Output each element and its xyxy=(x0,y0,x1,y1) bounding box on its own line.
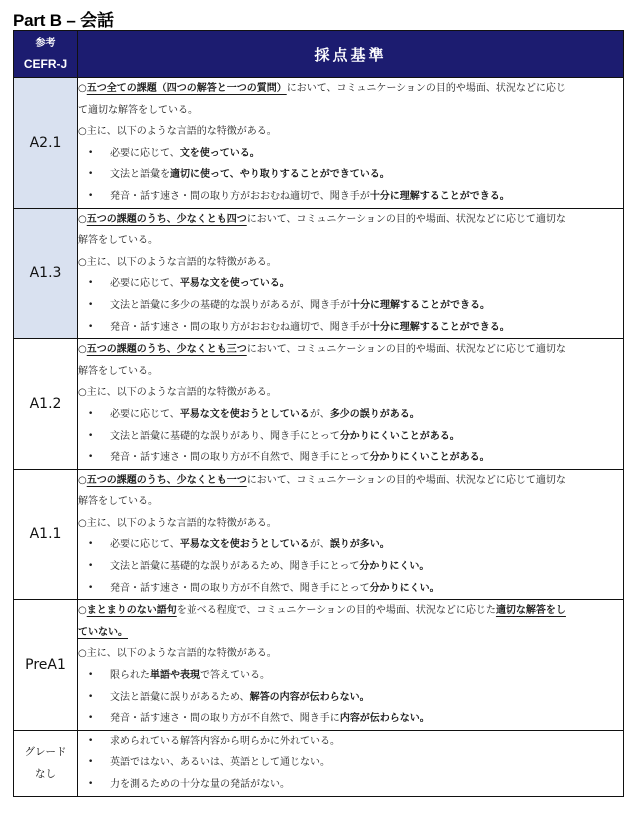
level-cell: A1.3 xyxy=(14,208,78,339)
bullet-dot-icon: • xyxy=(88,561,94,572)
bullet-dot-icon: • xyxy=(88,779,94,789)
bullet-dot-icon: • xyxy=(88,147,94,158)
bullet-emphasis: 単語や表現 xyxy=(150,670,200,682)
lead-line-cont: 解答をしている。 xyxy=(78,496,158,508)
bullet-item xyxy=(78,774,623,796)
bullet-text: が、 xyxy=(309,539,330,551)
header-cefr-j-label: CEFR-J xyxy=(23,57,68,71)
bullet-emphasis: 適切に使って、やり取りすることができている。 xyxy=(170,169,390,181)
bullet-text: 発音・話す速さ・間の取り方が不自然で、聞き手にとって xyxy=(110,452,370,464)
bullet-dot-icon: • xyxy=(88,430,94,441)
bullet-item xyxy=(78,273,623,295)
lead-emphasis: 五つの課題のうち、少なくとも一つ xyxy=(86,474,247,486)
rubric-row-a2-1 xyxy=(14,78,624,209)
bullet-text: 発音・話す速さ・間の取り方が不自然で、聞き手にとって xyxy=(110,582,370,594)
bullet-item xyxy=(78,708,623,730)
lead-line-cont xyxy=(78,622,623,644)
criteria-cell xyxy=(78,600,624,731)
bullet-text: 限られた xyxy=(110,670,150,682)
bullet-emphasis: 文を使っている。 xyxy=(179,147,260,159)
header-ref-label: 参考 xyxy=(35,38,56,49)
lead-emphasis-3: ていない。 xyxy=(78,626,128,638)
bullet-text: 発音・話す速さ・間の取り方がおおむね適切で、聞き手が xyxy=(110,190,370,202)
bullet-emphasis: 誤りが多い。 xyxy=(329,539,390,551)
bullet-emphasis: 平易な文を使おうとしている xyxy=(179,539,310,551)
no-grade-label-line2: なし xyxy=(35,768,56,781)
criteria-cell xyxy=(78,78,624,209)
criteria-cell xyxy=(78,469,624,600)
bullet-dot-icon: • xyxy=(88,321,94,332)
bullet-text: 必要に応じて、 xyxy=(110,278,180,290)
bullet-dot-icon: • xyxy=(88,299,94,310)
bullet-text: 文法と語彙に基礎的な誤りがあり、聞き手にとって xyxy=(110,430,340,442)
rubric-row-a1-1 xyxy=(14,469,624,600)
lead-text: において、コミュニケーションの目的や場面、状況などに応じて適切な xyxy=(246,474,566,486)
bullet-item xyxy=(78,687,623,709)
bullet-text: 文法と語彙に多少の基礎的な誤りがあるが、聞き手が xyxy=(110,299,350,311)
circle-mark: ○ xyxy=(78,213,87,225)
bullet-text: 必要に応じて、 xyxy=(110,408,180,420)
lead-text: を並べる程度で、コミュニケーションの目的や場面、状況などに応じた xyxy=(176,605,496,617)
bullet-text: 発音・話す速さ・間の取り方が不自然で、聞き手に xyxy=(110,713,340,725)
bullet-dot-icon: • xyxy=(88,539,94,550)
bullet-item xyxy=(78,556,623,578)
bullet-item xyxy=(78,164,623,186)
rubric-row-a1-2 xyxy=(14,339,624,470)
bullet-emphasis: 解答の内容が伝わらない。 xyxy=(249,691,370,703)
level-cell: A2.1 xyxy=(14,78,78,209)
bullet-dot-icon: • xyxy=(88,757,94,768)
header-reference-cefr-j xyxy=(14,31,78,78)
bullet-text: で答えている。 xyxy=(200,670,270,682)
bullet-dot-icon: • xyxy=(88,670,94,681)
lead-line xyxy=(78,339,623,361)
circle-mark: ○ xyxy=(78,83,87,94)
bullet-text: 文法と語彙に基礎的な誤りがあるため、聞き手にとって xyxy=(110,561,360,573)
criteria-cell xyxy=(78,730,624,796)
bullet-dot-icon: • xyxy=(88,713,94,724)
lead-line xyxy=(78,600,623,622)
sub-heading: ○主に、以下のような言語的な特徴がある。 xyxy=(78,126,277,138)
bullet-emphasis: 分かりにくいことがある。 xyxy=(339,430,460,442)
bullet-emphasis: 十分に理解することができる。 xyxy=(369,321,510,333)
lead-emphasis: 五つの課題のうち、少なくとも四つ xyxy=(86,213,247,225)
page-title: Part B – 会話 xyxy=(13,11,114,30)
bullet-emphasis: 分かりにくいことがある。 xyxy=(369,452,490,464)
bullet-item xyxy=(78,752,623,774)
bullet-emphasis: 分かりにくい。 xyxy=(359,561,430,573)
sub-heading: ○主に、以下のような言語的な特徴がある。 xyxy=(78,387,277,399)
bullet-text: 力を測るための十分な量の発話がない。 xyxy=(110,779,290,790)
sub-heading: ○主に、以下のような言語的な特徴がある。 xyxy=(78,648,277,660)
sub-heading: ○主に、以下のような言語的な特徴がある。 xyxy=(78,517,277,529)
bullet-dot-icon: • xyxy=(88,278,94,289)
bullet-text: 文法と語彙に誤りがあるため、 xyxy=(110,691,250,703)
rubric-row-prea1 xyxy=(14,600,624,731)
bullet-text: が、 xyxy=(309,408,330,420)
lead-emphasis: まとまりのない語句 xyxy=(86,605,177,617)
level-cell: A1.1 xyxy=(14,469,78,600)
bullet-emphasis: 多少の誤りがある。 xyxy=(329,408,420,420)
bullet-item xyxy=(78,143,623,165)
no-grade-label-line1: グレード xyxy=(24,746,67,759)
bullet-text: 文法と語彙を xyxy=(110,169,170,181)
bullet-item xyxy=(78,665,623,687)
bullet-text: 必要に応じて、 xyxy=(110,147,180,159)
bullet-item xyxy=(78,404,623,426)
header-row xyxy=(14,31,624,78)
bullet-item xyxy=(78,426,623,448)
lead-line xyxy=(78,209,623,231)
bullet-text: 必要に応じて、 xyxy=(110,539,180,551)
lead-line xyxy=(78,78,623,100)
bullet-dot-icon: • xyxy=(88,452,94,463)
level-cell xyxy=(14,730,78,796)
bullet-item xyxy=(78,317,623,339)
bullet-dot-icon: • xyxy=(88,169,94,180)
bullet-item xyxy=(78,534,623,556)
bullet-item xyxy=(78,186,623,208)
lead-line-cont: て適切な解答をしている。 xyxy=(78,104,198,116)
lead-text: において、コミュニケーションの目的や場面、状況などに応じて適切な xyxy=(246,344,566,356)
bullet-emphasis: 平易な文を使っている。 xyxy=(179,278,290,290)
lead-text: において、コミュニケーションの目的や場面、状況などに応じ xyxy=(286,83,566,94)
bullet-item xyxy=(78,578,623,600)
rubric-row-a1-3 xyxy=(14,208,624,339)
lead-emphasis: 五つ全ての課題（四つの解答と一つの質問） xyxy=(86,83,287,94)
bullet-item xyxy=(78,731,623,753)
bullet-emphasis: 十分に理解することができる。 xyxy=(369,190,510,202)
bullet-emphasis: 分かりにくい。 xyxy=(369,582,440,594)
bullet-dot-icon: • xyxy=(88,190,94,201)
criteria-cell xyxy=(78,339,624,470)
lead-line-cont: 解答をしている。 xyxy=(78,365,158,377)
lead-emphasis-2: 適切な解答をし xyxy=(495,605,566,617)
level-cell: A1.2 xyxy=(14,339,78,470)
level-cell: PreA1 xyxy=(14,600,78,731)
criteria-cell xyxy=(78,208,624,339)
circle-mark: ○ xyxy=(78,605,87,617)
lead-text: において、コミュニケーションの目的や場面、状況などに応じて適切な xyxy=(246,213,566,225)
circle-mark: ○ xyxy=(78,344,87,356)
bullet-dot-icon: • xyxy=(88,691,94,702)
bullet-dot-icon: • xyxy=(88,735,94,746)
bullet-item xyxy=(78,447,623,469)
rubric-table xyxy=(13,30,624,797)
lead-line xyxy=(78,470,623,492)
bullet-emphasis: 平易な文を使おうとしている xyxy=(179,408,310,420)
sub-heading: ○主に、以下のような言語的な特徴がある。 xyxy=(78,256,277,268)
bullet-text: 発音・話す速さ・間の取り方がおおむね適切で、聞き手が xyxy=(110,321,370,333)
bullet-emphasis: 内容が伝わらない。 xyxy=(339,713,430,725)
bullet-emphasis: 十分に理解することができる。 xyxy=(350,299,490,311)
lead-line-cont: 解答をしている。 xyxy=(78,235,158,247)
bullet-dot-icon: • xyxy=(88,408,94,419)
bullet-text: 求められている解答内容から明らかに外れている。 xyxy=(110,735,340,747)
rubric-row-no-grade xyxy=(14,730,624,796)
bullet-dot-icon: • xyxy=(88,582,94,593)
bullet-item xyxy=(78,295,623,317)
header-criteria: 採点基準 xyxy=(78,31,624,78)
circle-mark: ○ xyxy=(78,474,87,486)
lead-emphasis: 五つの課題のうち、少なくとも三つ xyxy=(86,344,247,356)
bullet-text: 英語ではない、あるいは、英語として通じない。 xyxy=(110,757,330,769)
